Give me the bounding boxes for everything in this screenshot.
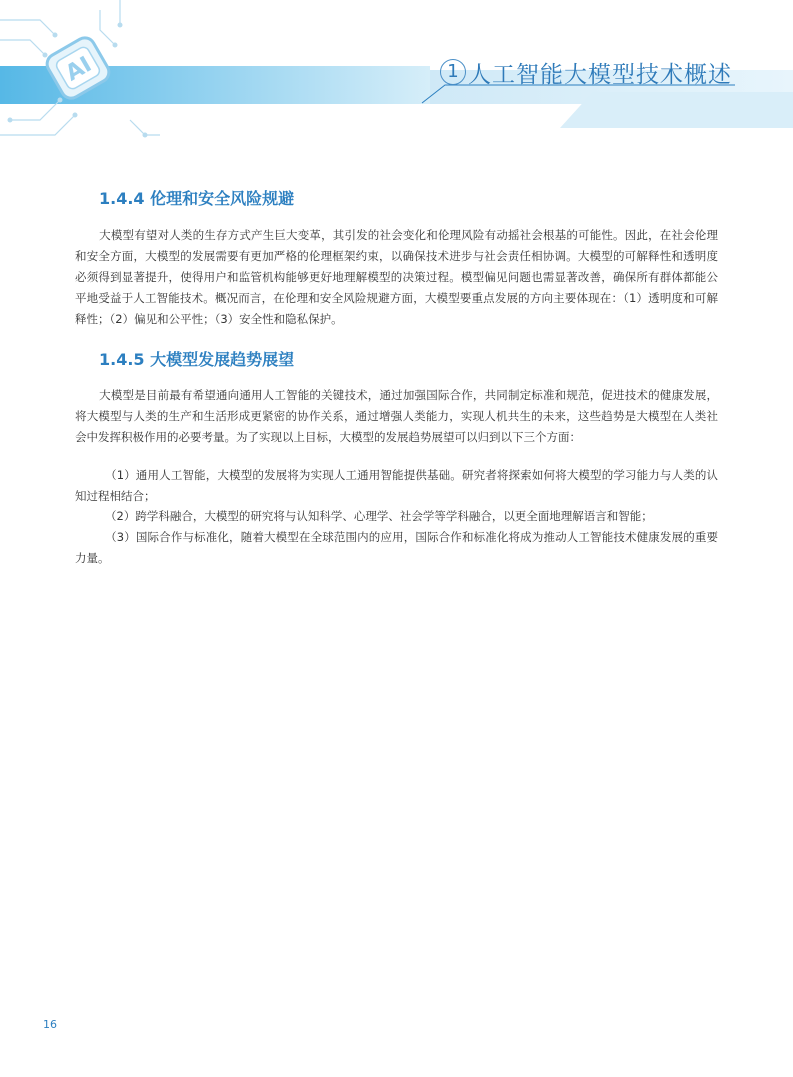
section-paragraph-ethics — [75, 225, 718, 330]
list-item-text: （3）国际合作与标准化，随着大模型在全球范围内的应用，国际合作和标准化将成为推动人工智能技术健康发展的重要力量。 — [75, 530, 718, 565]
paragraph-text: 大模型有望对人类的生存方式产生巨大变革，其引发的社会变化和伦理风险有动摇社会根基的可能性。因此，在社会伦理和安全方面，大模型的发展需要有更加严格的伦理框架约束，以确保技术进步与社会责任相协调。大模型的可解释性和透明度必须得到显著提升，使得用户和监管机构能够更好地理解模型的决策过程。模型偏见问题也需显著改善，确保所有群体都能公平地受益于人工智能技术。概况而言，在伦理和安全风险规避方面，大模型要重点发展的方向主要体现在：（1）透明度和可解释性；（2）偏见和公平性；（3）安全性和隐私保护。 — [75, 228, 718, 326]
list-item — [75, 527, 718, 569]
list-item — [75, 506, 718, 527]
logo-text: AI — [61, 52, 96, 87]
section-paragraph-trends — [75, 385, 718, 448]
section-title-trends: 1.4.5 大模型发展趋势展望 — [99, 350, 295, 369]
section-title-ethics: 1.4.4 伦理和安全风险规避 — [99, 189, 295, 208]
list-item-text: （2）跨学科融合，大模型的研究将与认知科学、心理学、社会学等学科融合，以更全面地理解语言和智能； — [105, 509, 653, 523]
list-item-text: （1）通用人工智能，大模型的发展将为实现人工通用智能提供基础。研究者将探索如何将大模型的学习能力与人类的认知过程相结合； — [75, 468, 718, 503]
paragraph-text: 大模型是目前最有希望通向通用人工智能的关键技术，通过加强国际合作，共同制定标准和规范，促进技术的健康发展，将大模型与人类的生产和生活形成更紧密的协作关系，通过增强人类能力，实现人机共生的未来，这些趋势是大模型在人类社会中发挥积极作用的必要考量。为了实现以上目标，大模型的发展趋势展望可以归到以下三个方面： — [75, 388, 718, 444]
page-number: 16 — [43, 1018, 57, 1031]
list-item — [75, 465, 718, 507]
chapter-number-badge: 1 — [440, 59, 466, 85]
chapter-title: 人工智能大模型技术概述 — [468, 62, 732, 88]
